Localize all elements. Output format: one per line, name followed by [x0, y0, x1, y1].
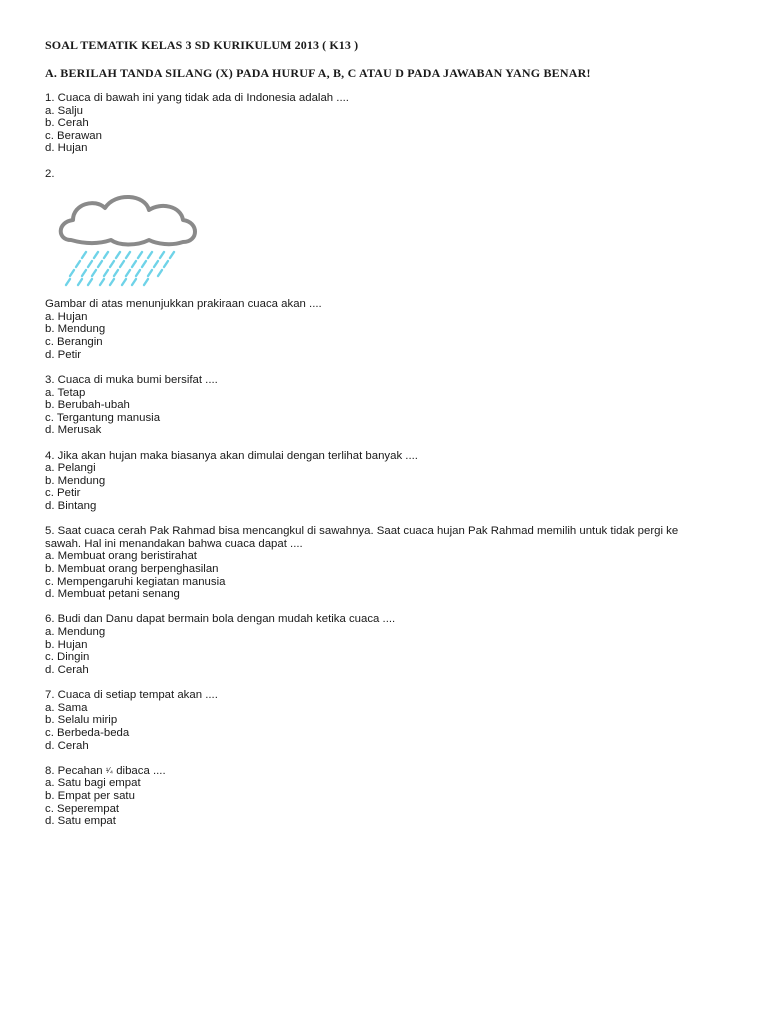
rain-drop	[122, 279, 126, 285]
question-1	[45, 92, 725, 155]
worksheet-title: SOAL TEMATIK KELAS 3 SD KURIKULUM 2013 ( K13 )	[45, 38, 359, 52]
option-c: c. Berbeda-beda	[45, 726, 130, 739]
rain-drop	[88, 279, 92, 285]
option-a: a. Hujan	[45, 310, 88, 323]
rain-drop	[116, 252, 120, 258]
rain-drop	[98, 261, 102, 267]
option-b: b. Mendung	[45, 474, 106, 487]
option-b: b. Selalu mirip	[45, 714, 118, 727]
rain-drops	[66, 252, 174, 285]
rain-drop	[110, 261, 114, 267]
rain-drop	[70, 270, 74, 276]
rain-drop	[148, 270, 152, 276]
rain-drop	[160, 252, 164, 258]
option-d: d. Petir	[45, 348, 82, 361]
option-a: a. Pelangi	[45, 462, 96, 475]
rain-drop	[170, 252, 174, 258]
fraction: ¹⁄₄	[105, 765, 114, 775]
option-a: a. Sama	[45, 701, 88, 714]
option-b: b. Membuat orang berpenghasilan	[45, 563, 219, 575]
option-d: d. Bintang	[45, 499, 97, 512]
option-b: b. Mendung	[45, 323, 106, 336]
option-c: c. Tergantung manusia	[45, 411, 161, 424]
option-a: a. Satu bagi empat	[45, 777, 141, 790]
option-d: d. Cerah	[45, 663, 89, 676]
option-a: a. Salju	[45, 104, 83, 117]
question-stem: 4. Jika akan hujan maka biasanya akan dimulai dengan terlihat banyak ....	[45, 449, 418, 462]
question-stem: 1. Cuaca di bawah ini yang tidak ada di Indonesia adalah ....	[45, 92, 349, 104]
option-d: d. Cerah	[45, 739, 89, 752]
rain-drop	[110, 279, 114, 285]
question-2	[45, 168, 725, 362]
rain-drop	[100, 279, 104, 285]
question-number: 2.	[45, 167, 55, 180]
option-b: b. Berubah-ubah	[45, 399, 130, 412]
question-stem	[45, 765, 725, 778]
rain-drop	[158, 270, 162, 276]
rain-drop	[164, 261, 168, 267]
rain-cloud-icon	[53, 190, 203, 290]
question-stem: 7. Cuaca di setiap tempat akan ....	[45, 689, 218, 702]
option-d: d. Membuat petani senang	[45, 588, 180, 601]
section-instruction: A. BERILAH TANDA SILANG (X) PADA HURUF A, B, C ATAU D PADA JAWABAN YANG BENAR!	[45, 66, 591, 80]
rain-drop	[120, 261, 124, 267]
rain-drop	[94, 252, 98, 258]
rain-drop	[104, 252, 108, 258]
option-d: d. Hujan	[45, 142, 88, 155]
rain-drop	[142, 261, 146, 267]
option-d: d. Satu empat	[45, 815, 116, 828]
rain-drop	[154, 261, 158, 267]
cloud-shape	[61, 197, 195, 245]
rain-drop	[92, 270, 96, 276]
option-a: a. Mendung	[45, 626, 106, 639]
option-a: a. Tetap	[45, 386, 86, 399]
rain-cloud-figure	[45, 180, 725, 298]
rain-drop	[66, 279, 70, 285]
question-stem: 6. Budi dan Danu dapat bermain bola dengan mudah ketika cuaca ....	[45, 613, 396, 626]
question-7	[45, 689, 725, 752]
question-6	[45, 613, 725, 676]
question-stem: Gambar di atas menunjukkan prakiraan cuaca akan ....	[45, 298, 322, 311]
rain-drop	[132, 279, 136, 285]
rain-drop	[126, 270, 130, 276]
rain-drop	[82, 252, 86, 258]
stem-suffix: dibaca ....	[113, 764, 166, 777]
rain-drop	[148, 252, 152, 258]
option-c: c. Berawan	[45, 129, 102, 142]
worksheet-page	[45, 38, 725, 840]
question-stem: 3. Cuaca di muka bumi bersifat ....	[45, 373, 218, 386]
rain-drop	[126, 252, 130, 258]
question-list	[45, 92, 725, 828]
rain-drop	[76, 261, 80, 267]
question-5	[45, 525, 725, 601]
rain-drop	[114, 270, 118, 276]
stem-prefix: 8. Pecahan	[45, 764, 106, 777]
question-3	[45, 374, 725, 437]
option-c: c. Berangin	[45, 336, 103, 349]
question-4	[45, 450, 725, 513]
rain-drop	[136, 270, 140, 276]
option-c: c. Seperempat	[45, 802, 120, 815]
rain-drop	[104, 270, 108, 276]
option-b: b. Hujan	[45, 638, 88, 651]
rain-drop	[132, 261, 136, 267]
rain-drop	[138, 252, 142, 258]
option-b: b. Empat per satu	[45, 789, 135, 802]
rain-drop	[78, 279, 82, 285]
question-stem: 5. Saat cuaca cerah Pak Rahmad bisa mencangkul di sawahnya. Saat cuaca hujan Pak Rahmad memilih untuk tidak pergi ke sawah. Hal ini menandakan bahwa cuaca dapat ....	[45, 525, 679, 550]
option-a: a. Membuat orang beristirahat	[45, 550, 197, 563]
option-c: c. Dingin	[45, 651, 90, 664]
question-8	[45, 765, 725, 828]
rain-drop	[88, 261, 92, 267]
rain-drop	[144, 279, 148, 285]
option-c: c. Petir	[45, 487, 81, 500]
option-b: b. Cerah	[45, 117, 89, 130]
rain-drop	[82, 270, 86, 276]
option-d: d. Merusak	[45, 424, 102, 437]
option-c: c. Mempengaruhi kegiatan manusia	[45, 575, 226, 588]
